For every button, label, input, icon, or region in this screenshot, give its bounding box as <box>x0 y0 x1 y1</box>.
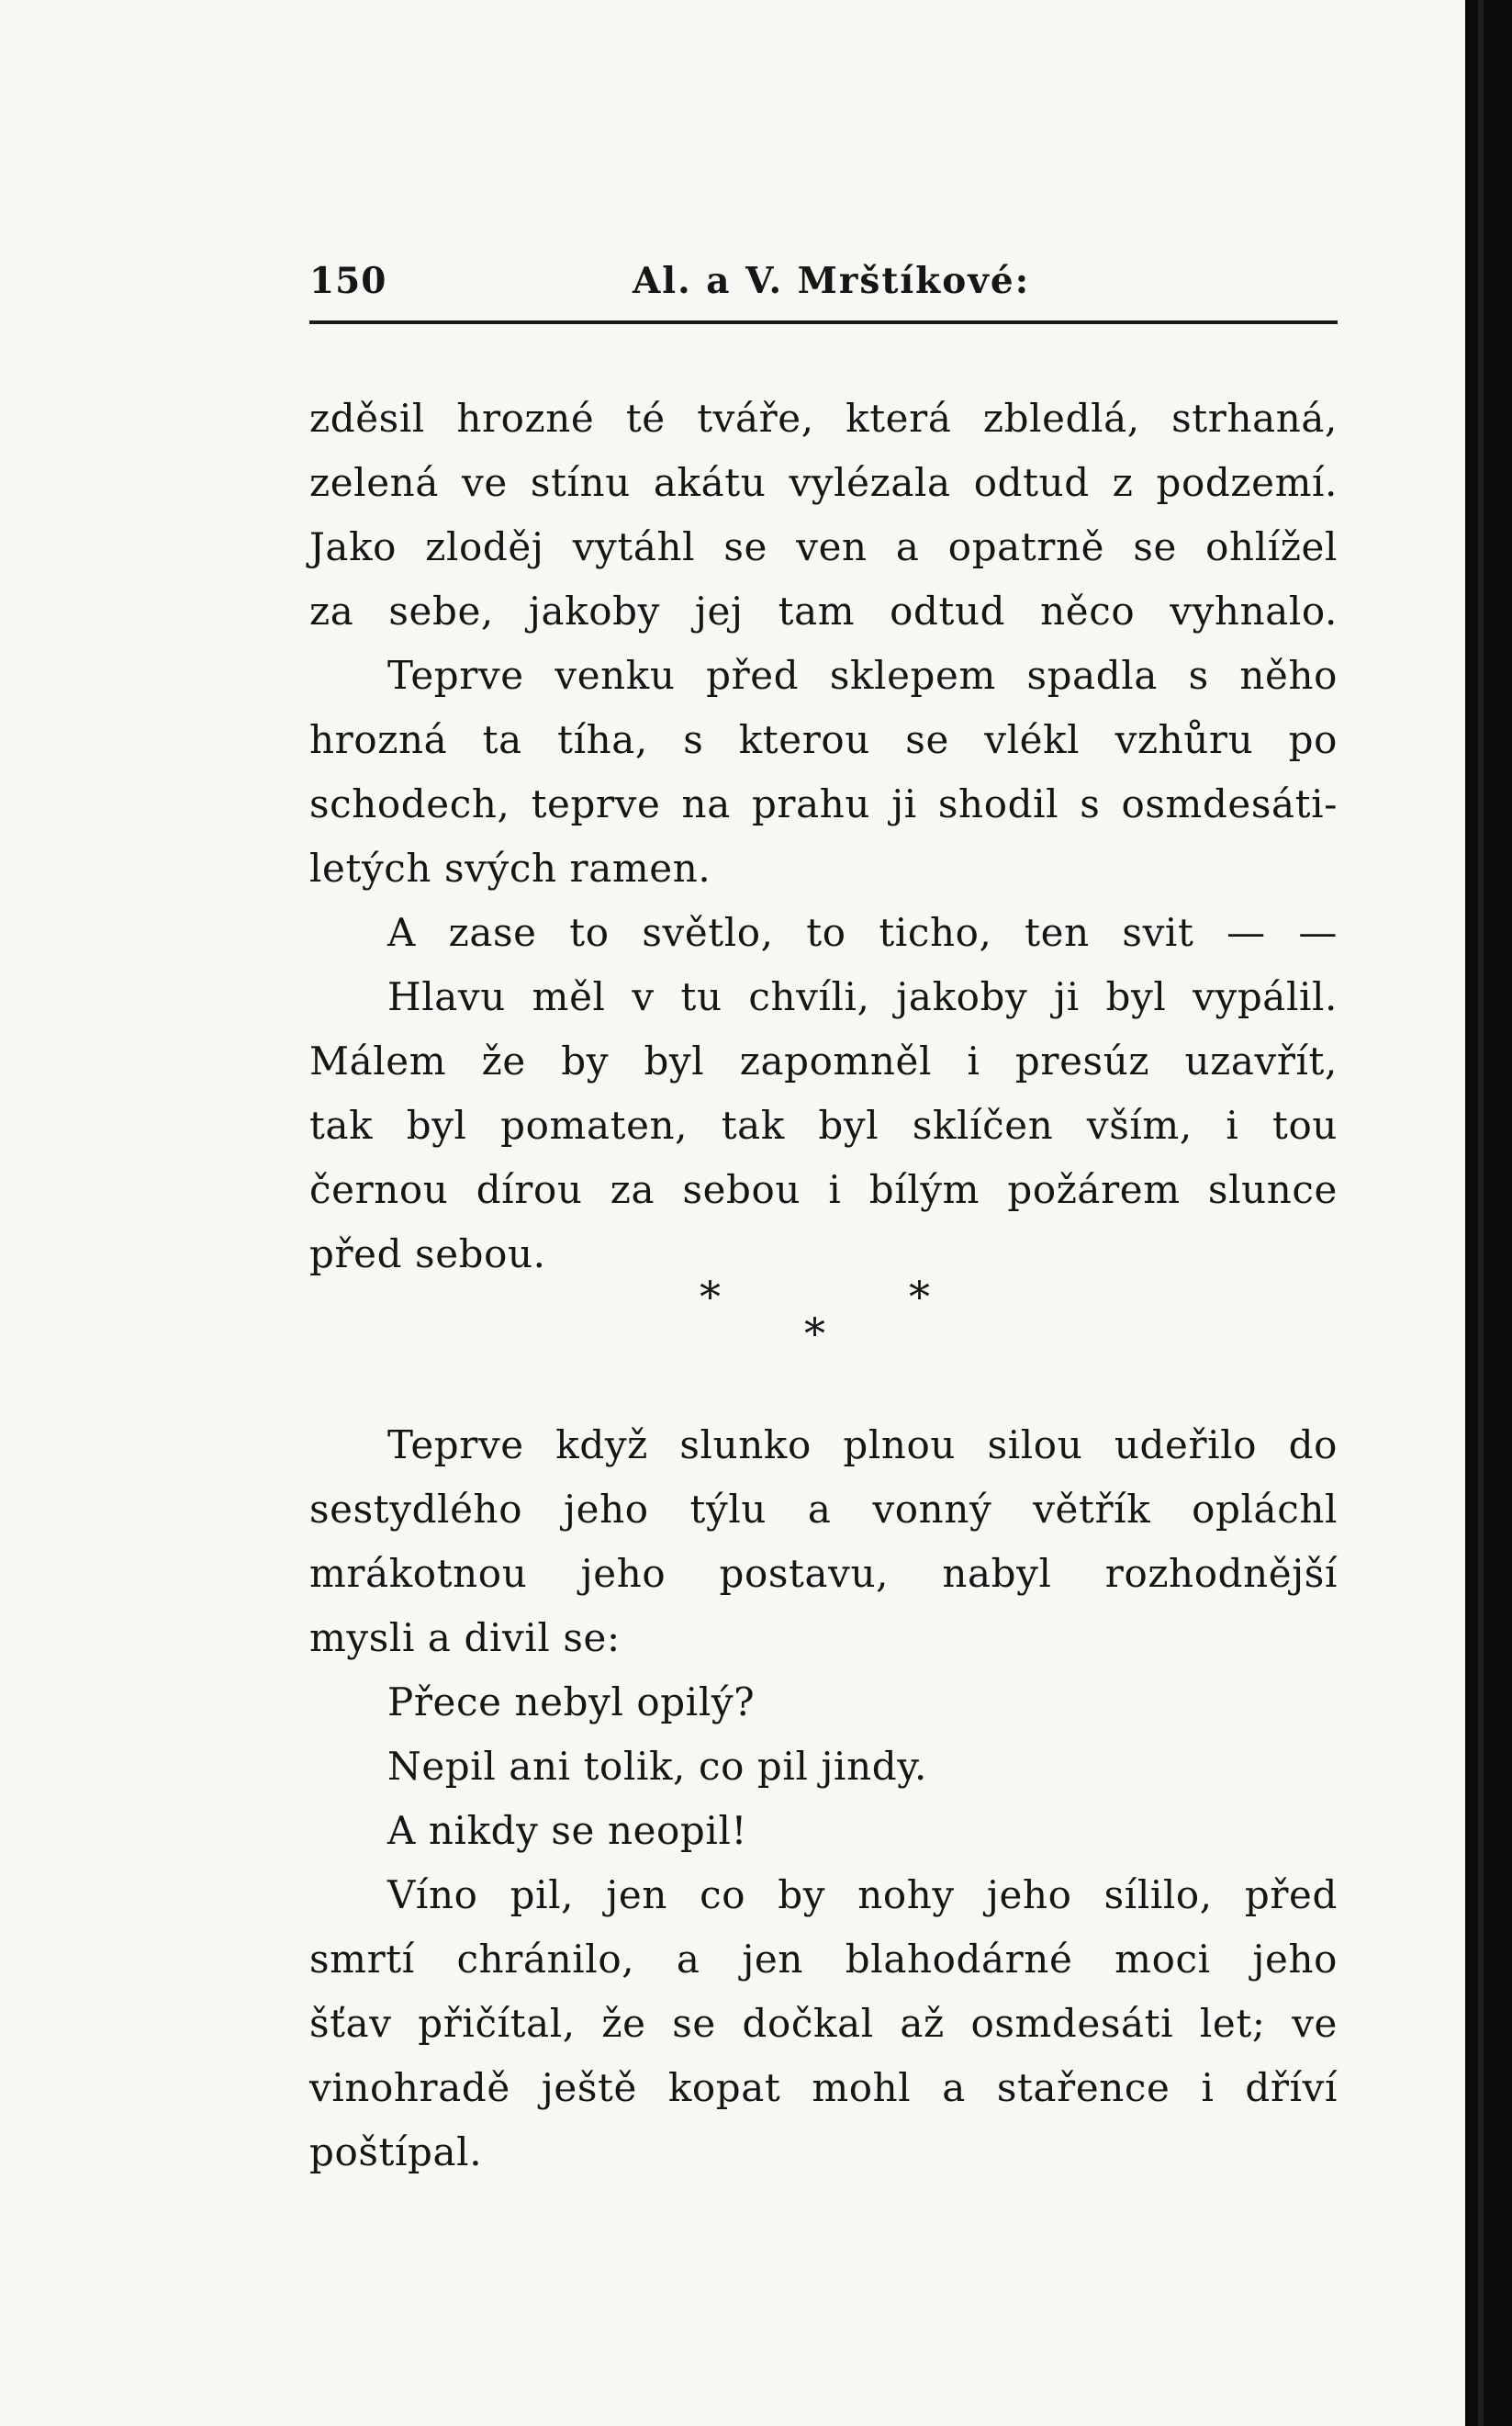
scan-border-line <box>1478 0 1484 2426</box>
text-line: Málem že by byl zapomněl i presúz uzavřít, <box>309 1039 1338 1084</box>
text-line: mysli a divil se: <box>309 1615 621 1660</box>
text-line: zděsil hrozné té tváře, která zbledlá, strhaná, <box>309 396 1338 441</box>
text-line: vinohradě ještě kopat mohl a stařence i dříví <box>309 2065 1338 2110</box>
text-line: zelená ve stínu akátu vylézala odtud z podzemí. <box>309 460 1338 505</box>
asterisk: * <box>700 1272 721 1321</box>
text-line: A zase to světlo, to ticho, ten svit — — <box>387 910 1338 955</box>
section-break-asterism <box>643 1272 991 1364</box>
text-line: Jako zloděj vytáhl se ven a opatrně se ohlížel <box>309 524 1338 569</box>
scan-border <box>1465 0 1512 2426</box>
text-line: Teprve když slunko plnou silou udeřilo do <box>387 1422 1338 1467</box>
text-line: před sebou. <box>309 1231 546 1276</box>
page-number: 150 <box>309 260 387 302</box>
header-rule <box>309 320 1338 324</box>
asterisk: * <box>909 1272 930 1321</box>
text-line: Hlavu měl v tu chvíli, jakoby ji byl vypálil. <box>387 974 1338 1019</box>
text-line: letých svých ramen. <box>309 846 711 891</box>
running-title: Al. a V. Mrštíkové: <box>633 260 1031 302</box>
text-line: tak byl pomaten, tak byl sklíčen vším, i tou <box>309 1103 1338 1148</box>
text-line: poštípal. <box>309 2129 483 2174</box>
text-line: sestydlého jeho týlu a vonný větřík opláchl <box>309 1487 1338 1532</box>
text-line: Teprve venku před sklepem spadla s něho <box>387 653 1338 698</box>
text-line: černou dírou za sebou i bílým požárem slunce <box>309 1167 1338 1212</box>
text-line: hrozná ta tíha, s kterou se vlékl vzhůru po <box>309 717 1338 762</box>
text-line: A nikdy se neopil! <box>387 1808 747 1853</box>
text-line: smrtí chránilo, a jen blahodárné moci jeho <box>309 1937 1338 1982</box>
text-line: Víno pil, jen co by nohy jeho sílilo, před <box>387 1872 1338 1917</box>
asterisk: * <box>804 1308 825 1358</box>
text-line: schodech, teprve na prahu ji shodil s osmdesáti- <box>309 781 1338 826</box>
running-header <box>309 260 1338 315</box>
text-line: Přece nebyl opilý? <box>387 1679 756 1724</box>
text-line: mrákotnou jeho postavu, nabyl rozhodnější <box>309 1551 1338 1596</box>
text-line: Nepil ani tolik, co pil jindy. <box>387 1744 927 1789</box>
text-line: šťav přičítal, že se dočkal až osmdesáti let; ve <box>309 2001 1338 2046</box>
text-line: za sebe, jakoby jej tam odtud něco vyhnalo. <box>309 589 1338 634</box>
